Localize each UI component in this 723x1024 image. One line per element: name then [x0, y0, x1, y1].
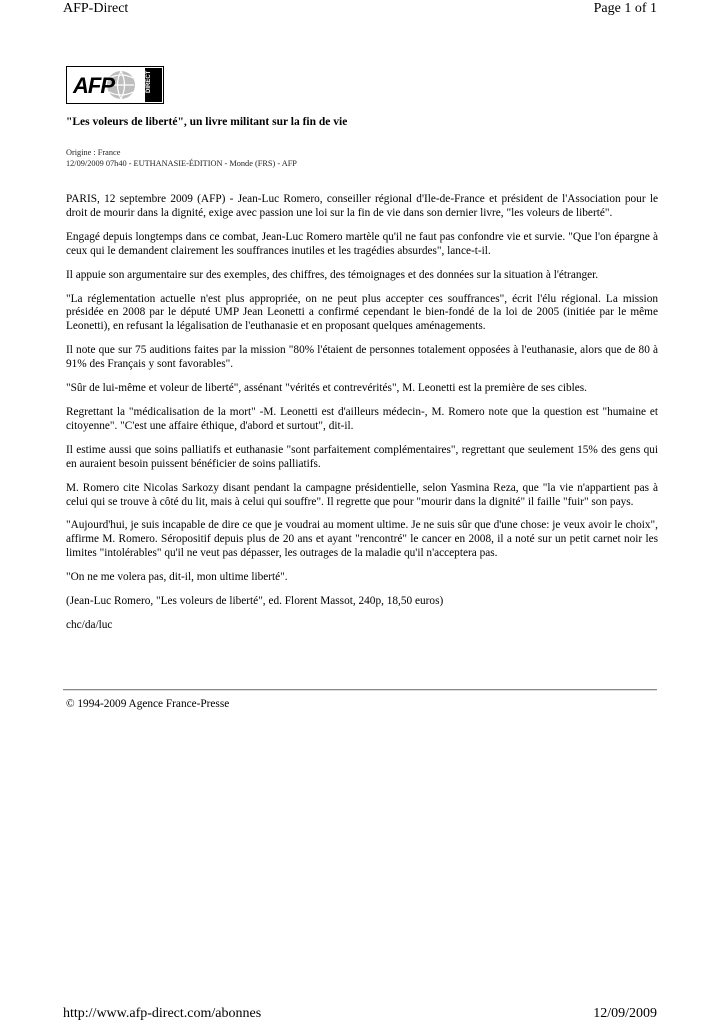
logo-main-text: AFP — [73, 73, 114, 98]
page-url: http://www.afp-direct.com/abonnes — [63, 1006, 262, 1021]
article-paragraph: "On ne me volera pas, dit-il, mon ultime liberté". — [66, 571, 288, 584]
article-signature: chc/da/luc — [66, 618, 113, 631]
article-meta — [66, 147, 658, 169]
article-paragraph: M. Romero cite Nicolas Sarkozy disant pendant la campagne présidentielle, selon Yasmina Reza, que "la vie n'appartient pas à celui qui se trouve à côté du lit, mais à celui qui souffre". Il regrette que pour "mourir dans la dignité" il faille "fuir" son pays. — [66, 481, 658, 508]
article-paragraph: "Aujourd'hui, je suis incapable de dire ce que je voudrai au moment ultime. Je ne suis sûr que d'une chose: je veux avoir le choix", affirme M. Romero. Séropositif depuis plus de 20 ans et ayant "rencontré" le cancer en 2008, il a noté sur un petit carnet noir les limites "intolérables" qu'il ne veut pas dépasser, les outrages de la maladie qu'il n'acceptera pas. — [66, 519, 658, 560]
article-paragraph: Il appuie son argumentaire sur des exemples, des chiffres, des témoignages et des données sur la situation à l'étranger. — [66, 268, 599, 281]
browser-print-header-title: AFP-Direct — [63, 1, 129, 16]
article-body — [66, 193, 658, 633]
article-paragraph: Regrettant la "médicalisation de la mort" -M. Leonetti est d'ailleurs médecin-, M. Romero note que la question est "humaine et citoyenne". "C'est une affaire éthique, d'abord et surtout", dit-il. — [66, 405, 658, 432]
article-paragraph: Il estime aussi que soins palliatifs et euthanasie "sont parfaitement complémentaires", regrettant que seulement 15% des gens qui en auraient besoin puissent bénéficier de soins palliatifs. — [66, 443, 658, 470]
copyright-notice: © 1994-2009 Agence France-Presse — [66, 698, 230, 710]
logo-side-text: DIRECT — [146, 70, 152, 93]
print-date: 12/09/2009 — [593, 1006, 657, 1021]
article-paragraph: "La réglementation actuelle n'est plus appropriée, on ne peut plus accepter ces souffrances", écrit l'élu régional. La mission présidée en 2008 par le député UMP Jean Leonetti a confirmé cependant le bien-fondé de la loi de 2005 (initiée par le même Leonetti), en refusant la légalisation de l'euthanasie et en proposant quelques aménagements. — [66, 292, 658, 333]
page-number: Page 1 of 1 — [593, 1, 657, 16]
article-paragraph: PARIS, 12 septembre 2009 (AFP) - Jean-Luc Romero, conseiller régional d'Ile-de-France et président de l'Association pour le droit de mourir dans la dignité, exige avec passion une loi sur la fin de vie dans son dernier livre, "les voleurs de liberté". — [66, 193, 658, 219]
article-paragraph: Engagé depuis longtemps dans ce combat, Jean-Luc Romero martèle qu'il ne faut pas confondre vie et survie. "Que l'on épargne à ceux qui le demandent clairement les souffrances inutiles et les tragédies absurdes", lance-t-il. — [66, 230, 658, 257]
article-paragraph: "Sûr de lui-même et voleur de liberté", assénant "vérités et contrevérités", M. Leonetti est la première de ses cibles. — [66, 382, 587, 395]
article-title: "Les voleurs de liberté", un livre militant sur la fin de vie — [66, 116, 348, 128]
afp-direct-logo — [66, 66, 164, 104]
article-dateline: 12/09/2009 07h40 - EUTHANASIE-ÉDITION - Monde (FRS) - AFP — [66, 159, 297, 168]
article-paragraph: (Jean-Luc Romero, "Les voleurs de liberté", ed. Florent Massot, 240p, 18,50 euros) — [66, 595, 444, 608]
article — [66, 116, 658, 643]
divider — [63, 689, 657, 691]
article-paragraph: Il note que sur 75 auditions faites par la mission "80% l'étaient de personnes totalement opposées à l'euthanasie, alors que de 80 à 91% des Français y sont favorables". — [66, 344, 658, 371]
article-origin: Origine : France — [66, 148, 121, 157]
